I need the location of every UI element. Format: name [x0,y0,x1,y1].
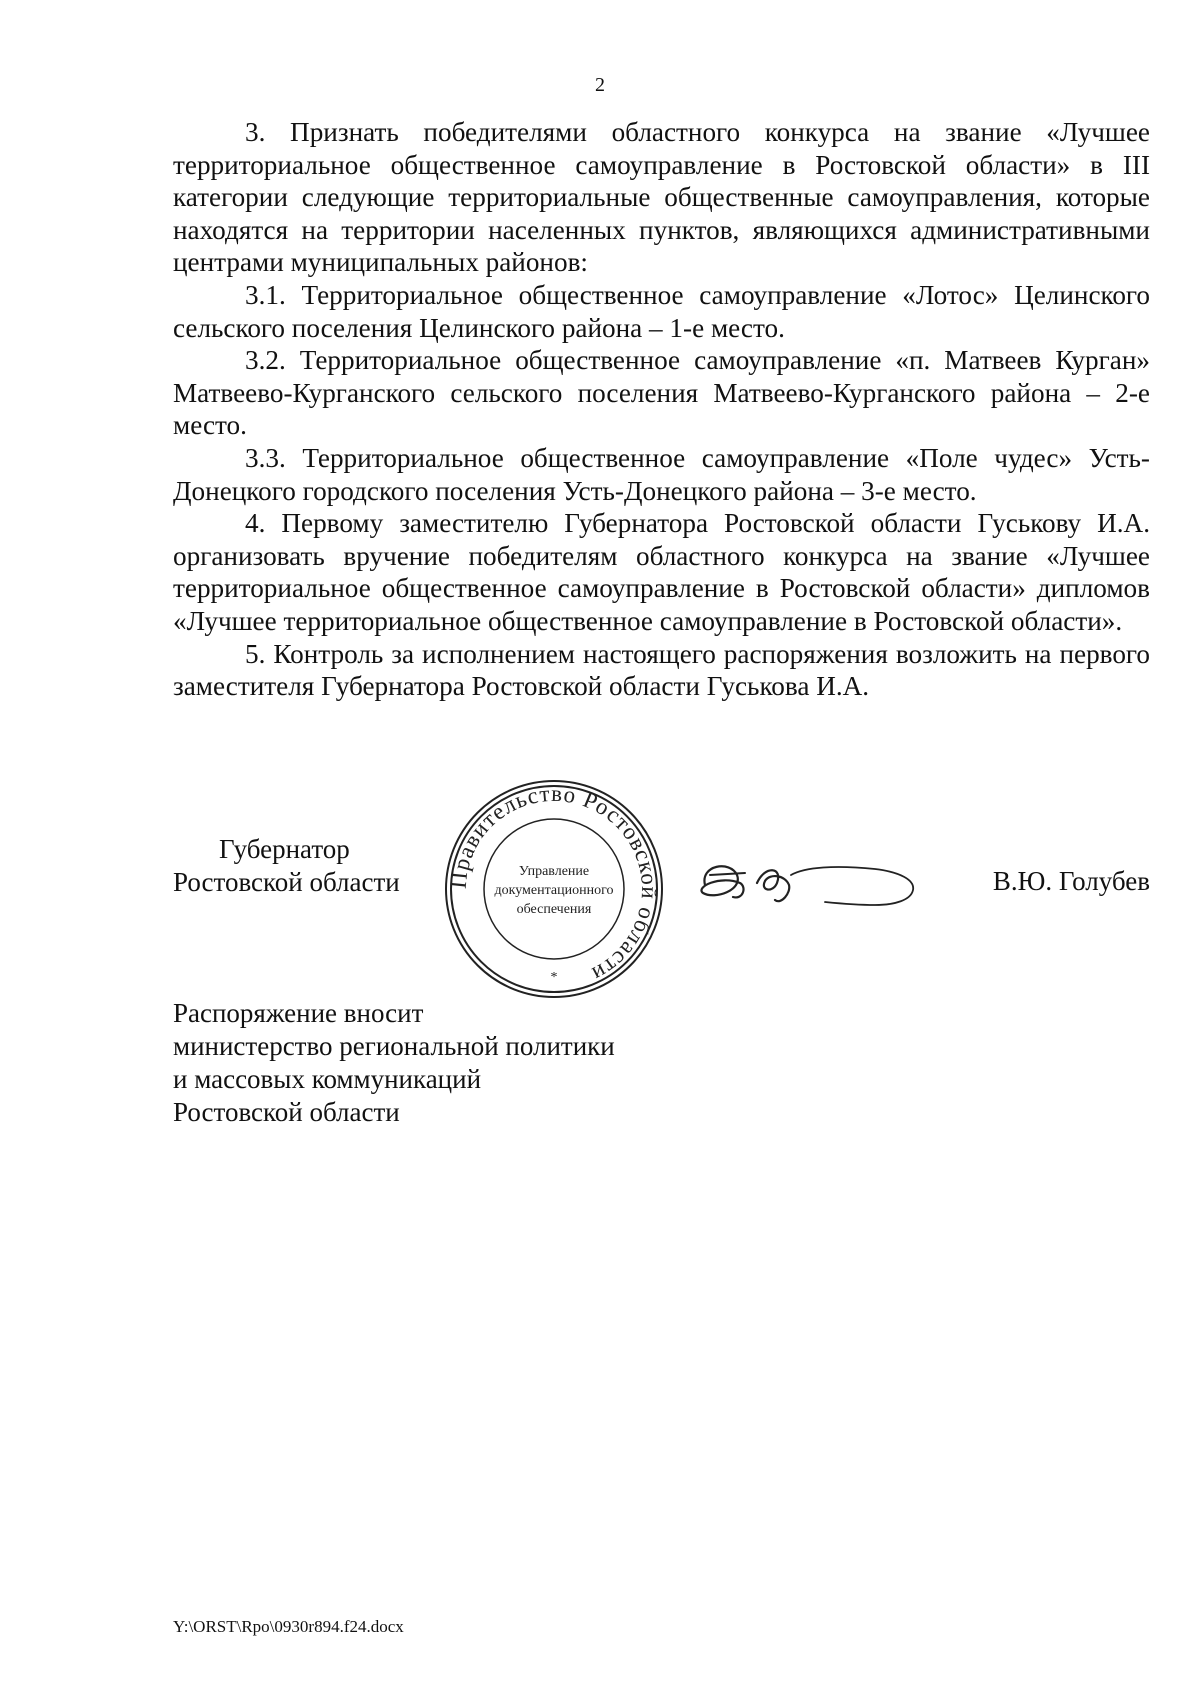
seal-inner-line1: Управление [518,864,590,879]
document-body [173,116,1150,703]
paragraph-5: 5. Контроль за исполнением настоящего распоряжения возложить на первого заместителя Губернатора Ростовской области Гуськова И.А. [173,638,1150,702]
paragraph-3-1: 3.1. Территориальное общественное самоуправление «Лотос» Целинского сельского поселения Целинского района – 1-е место. [173,279,1150,343]
seal-inner-line3: обеспечения [516,902,592,917]
signer-position-line2: Ростовской области [173,867,400,897]
file-path-footer: Y:\ORST\Rpo\0930r894.f24.docx [173,1617,404,1636]
seal-star-icon: * [550,970,558,985]
paragraph-3-3: 3.3. Территориальное общественное самоуправление «Поле чудес» Усть-Донецкого городского поселения Усть-Донецкого района – 3-е место. [173,442,1150,506]
page-number: 2 [595,74,605,96]
seal-outer-text: Правительство Ростовской области [445,780,663,988]
paragraph-3-2: 3.2. Территориальное общественное самоуправление «п. Матвеев Курган» Матвеево-Курганского сельского поселения Матвеево-Курганского района – 2-е место. [173,345,1150,441]
paragraph-3: 3. Признать победителями областного конкурса на звание «Лучшее территориальное общественное самоуправление в Ростовской области» в III категории следующие территориальные общественные самоуправления, которые находятся на территории населенных пунктов, являющихся административными центрами муниципальных районов: [173,117,1150,278]
seal-inner-line2: документационного [494,883,614,898]
signer-position [173,833,400,899]
paragraph-4: 4. Первому заместителю Губернатора Ростовской области Гуськову И.А. организовать вручение победителям областного конкурса на звание «Лучшее территориальное общественное самоуправление в Ростовской области» дипломов «Лучшее территориальное общественное самоуправление в Ростовской области». [173,508,1150,636]
signer-name: В.Ю. Голубев [992,866,1150,896]
submitter-line1: Распоряжение вносит [173,998,424,1028]
submitted-by [173,997,615,1129]
official-seal [443,778,665,1000]
signer-position-line1: Губернатор [219,834,350,864]
submitter-line3: и массовых коммуникаций [173,1064,482,1094]
handwritten-signature [685,845,930,925]
submitter-line4: Ростовской области [173,1097,400,1127]
submitter-line2: министерство региональной политики [173,1031,615,1061]
